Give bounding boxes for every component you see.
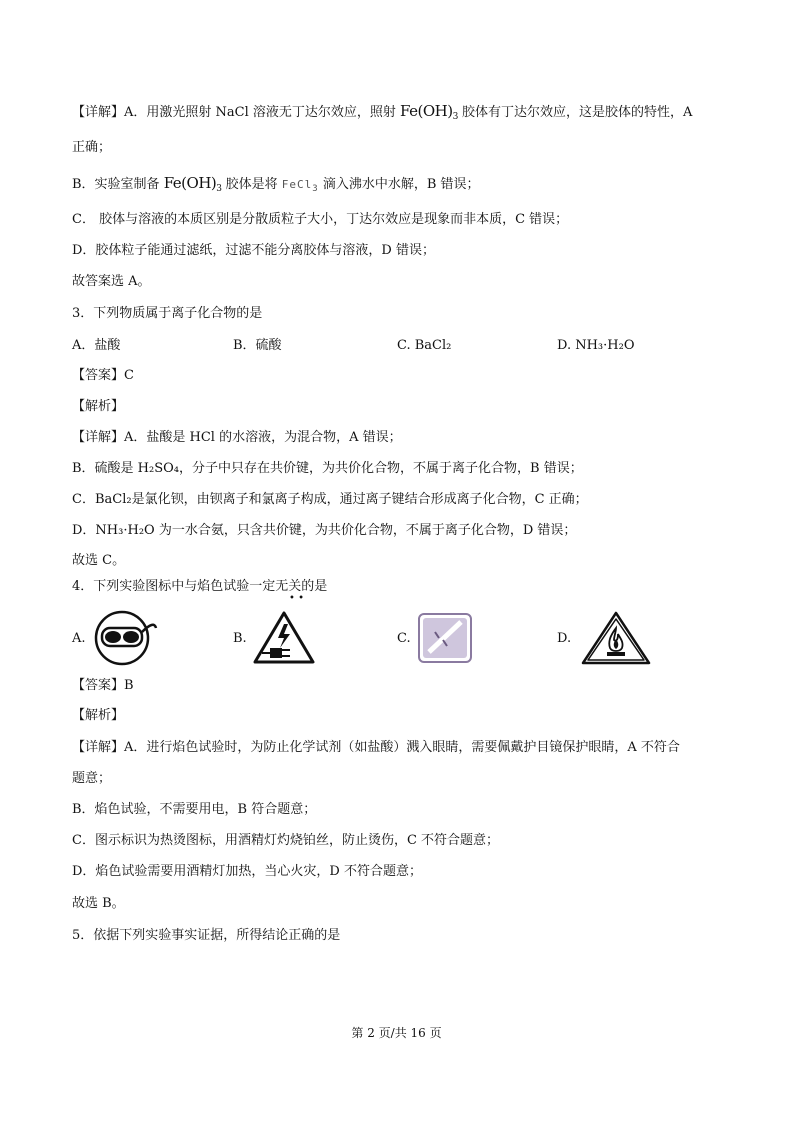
q3-conclusion: 故选 C。 xyxy=(72,553,126,568)
q3-option-c: C. BaCl₂ xyxy=(397,338,452,353)
q4-option-d-label: D. xyxy=(557,631,572,646)
detail-line-3: B．实验室制备 $Fe(OH)_3$ 胶体是将 FeCl$_3$ 滴入沸水中水解，B 错误； xyxy=(72,174,480,194)
q3-option-d: D. NH₃·H₂O xyxy=(557,338,635,353)
detail-line-2: 正确； xyxy=(72,140,112,155)
flame-icon xyxy=(580,610,652,670)
q4-detail-3: C．图示标识为热烫图标，用酒精灯灼烧铂丝，防止烫伤，C 不符合题意； xyxy=(72,833,500,848)
question-3: 3．下列物质属于离子化合物的是 xyxy=(72,306,263,321)
q4-option-b-label: B. xyxy=(233,631,247,646)
q3-detail-3: C．BaCl₂是氯化钡，由钡离子和氯离子构成，通过离子键结合形成离子化合物，C 正确； xyxy=(72,492,588,507)
q3-option-a: A．盐酸 xyxy=(72,338,121,353)
detail-line-1: 【详解】A．用激光照射 NaCl 溶液无丁达尔效应，照射 $Fe(OH)_3$ 胶体有丁达尔效应，这是胶体的特性，A xyxy=(72,102,693,122)
q4-analysis-label: 【解析】 xyxy=(72,708,125,723)
q3-answer: 【答案】C xyxy=(72,368,134,383)
q4-option-c-label: C. xyxy=(397,631,411,646)
q3-detail-4: D．NH₃·H₂O 为一水合氨，只含共价键，为共价化合物，不属于离子化合物，D 错误； xyxy=(72,523,577,538)
q4-option-a-label: A. xyxy=(72,631,86,646)
q3-analysis-label: 【解析】 xyxy=(72,399,125,414)
q4-answer: 【答案】B xyxy=(72,678,134,693)
detail-line-4: C． 胶体与溶液的本质区别是分散质粒子大小，丁达尔效应是现象而非本质，C 错误； xyxy=(72,212,569,227)
q4-detail-2: B．焰色试验，不需要用电，B 符合题意； xyxy=(72,802,317,817)
q3-option-b: B．硫酸 xyxy=(233,338,282,353)
q4-detail-1: 【详解】A．进行焰色试验时，为防止化学试剂（如盐酸）溅入眼睛，需要佩戴护目镜保护眼睛，A 不符合 xyxy=(72,740,680,755)
q4-conclusion: 故选 B。 xyxy=(72,896,125,911)
q3-detail-1: 【详解】A．盐酸是 HCl 的水溶液，为混合物，A 错误； xyxy=(72,430,402,445)
detail-line-5: D．胶体粒子能通过滤纸，过滤不能分离胶体与溶液，D 错误； xyxy=(72,243,435,258)
formula-feoh: $Fe(OH)_3$ xyxy=(400,102,458,122)
hot-surface-icon xyxy=(415,612,475,668)
formula-fecl3: FeCl$_3$ xyxy=(281,178,319,194)
q3-detail-2: B．硫酸是 H₂SO₄，分子中只存在共价键，为共价化合物，不属于离子化合物，B 错误； xyxy=(72,461,583,476)
q4-detail-1-cont: 题意； xyxy=(72,771,112,786)
q4-detail-4: D．焰色试验需要用酒精灯加热，当心火灾，D 不符合题意； xyxy=(72,864,422,879)
question-5: 5．依据下列实验事实证据，所得结论正确的是 xyxy=(72,928,341,943)
answer-conclusion: 故答案选 A。 xyxy=(72,274,151,289)
question-4: 4．下列实验图标中与焰色试验一定无关的是 xyxy=(72,579,328,594)
electric-plug-icon xyxy=(252,610,316,670)
goggles-icon xyxy=(92,610,160,670)
q4-emphasis-dots: • • xyxy=(289,593,304,604)
formula-feoh: $Fe(OH)_3$ xyxy=(163,174,222,194)
page-footer: 第 2 页/共 16 页 xyxy=(351,1026,442,1040)
